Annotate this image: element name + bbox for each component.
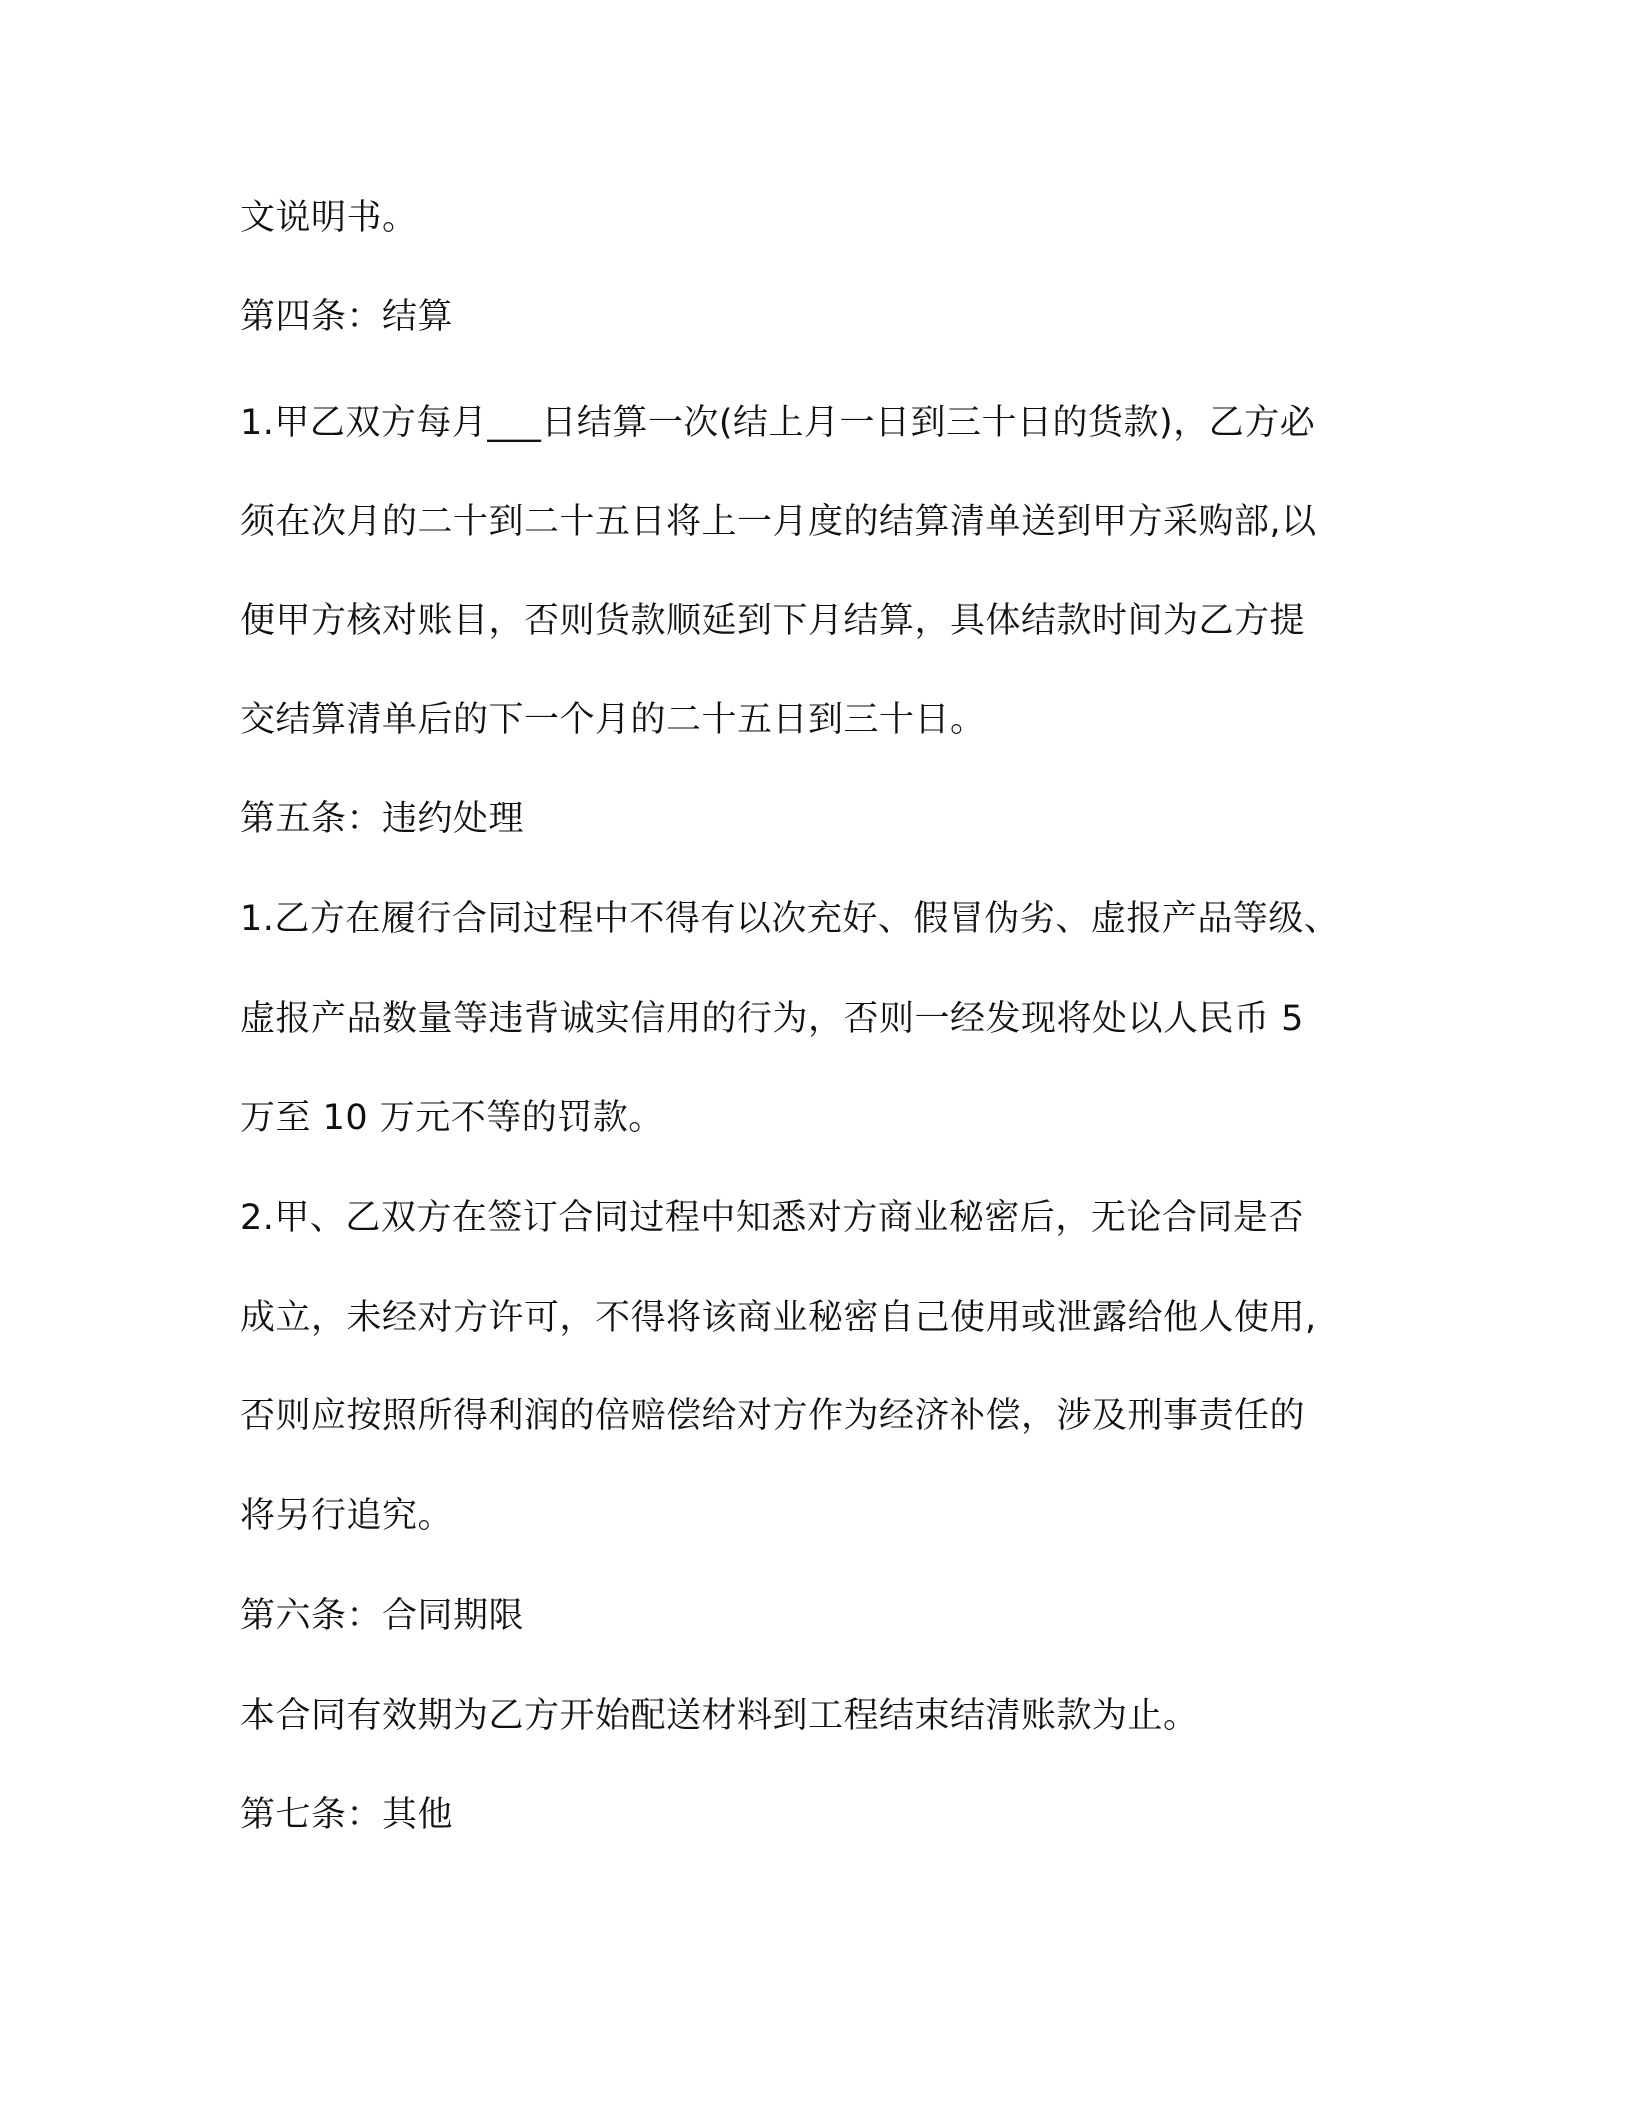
clause-5-1-line-2: 虚报产品数量等违背诚实信用的行为，否则一经发现将处以人民币 5 bbox=[240, 999, 1304, 1039]
section-heading-5: 第五条：违约处理 bbox=[240, 799, 525, 839]
clause-4-1-line-1: 1.甲乙双方每月___日结算一次(结上月一日到三十日的货款)，乙方必 bbox=[240, 403, 1316, 443]
clause-5-2-line-1: 2.甲、乙双方在签订合同过程中知悉对方商业秘密后，无论合同是否 bbox=[240, 1198, 1304, 1238]
clause-5-2-line-2: 成立，未经对方许可，不得将该商业秘密自己使用或泄露给他人使用, bbox=[240, 1298, 1317, 1338]
section-heading-4: 第四条：结算 bbox=[240, 297, 454, 337]
clause-4-1-line-3: 便甲方核对账目，否则货款顺延到下月结算，具体结款时间为乙方提 bbox=[240, 601, 1306, 641]
clause-6-text: 本合同有效期为乙方开始配送材料到工程结束结清账款为止。 bbox=[240, 1696, 1199, 1736]
clause-5-2-line-4: 将另行追究。 bbox=[240, 1496, 454, 1536]
clause-4-1-line-2: 须在次月的二十到二十五日将上一月度的结算清单送到甲方采购部,以 bbox=[240, 502, 1317, 542]
clause-5-1-line-3: 万至 10 万元不等的罚款。 bbox=[240, 1098, 664, 1138]
clause-4-1-line-4: 交结算清单后的下一个月的二十五日到三十日。 bbox=[240, 700, 986, 740]
clause-5-2-line-3: 否则应按照所得利润的倍赔偿给对方作为经济补偿，涉及刑事责任的 bbox=[240, 1396, 1306, 1436]
section-heading-7: 第七条：其他 bbox=[240, 1795, 454, 1835]
section-heading-6: 第六条：合同期限 bbox=[240, 1596, 525, 1636]
text-line-continuation: 文说明书。 bbox=[240, 198, 418, 238]
clause-5-1-line-1: 1.乙方在履行合同过程中不得有以次充好、假冒伪劣、虚报产品等级、 bbox=[240, 899, 1340, 939]
